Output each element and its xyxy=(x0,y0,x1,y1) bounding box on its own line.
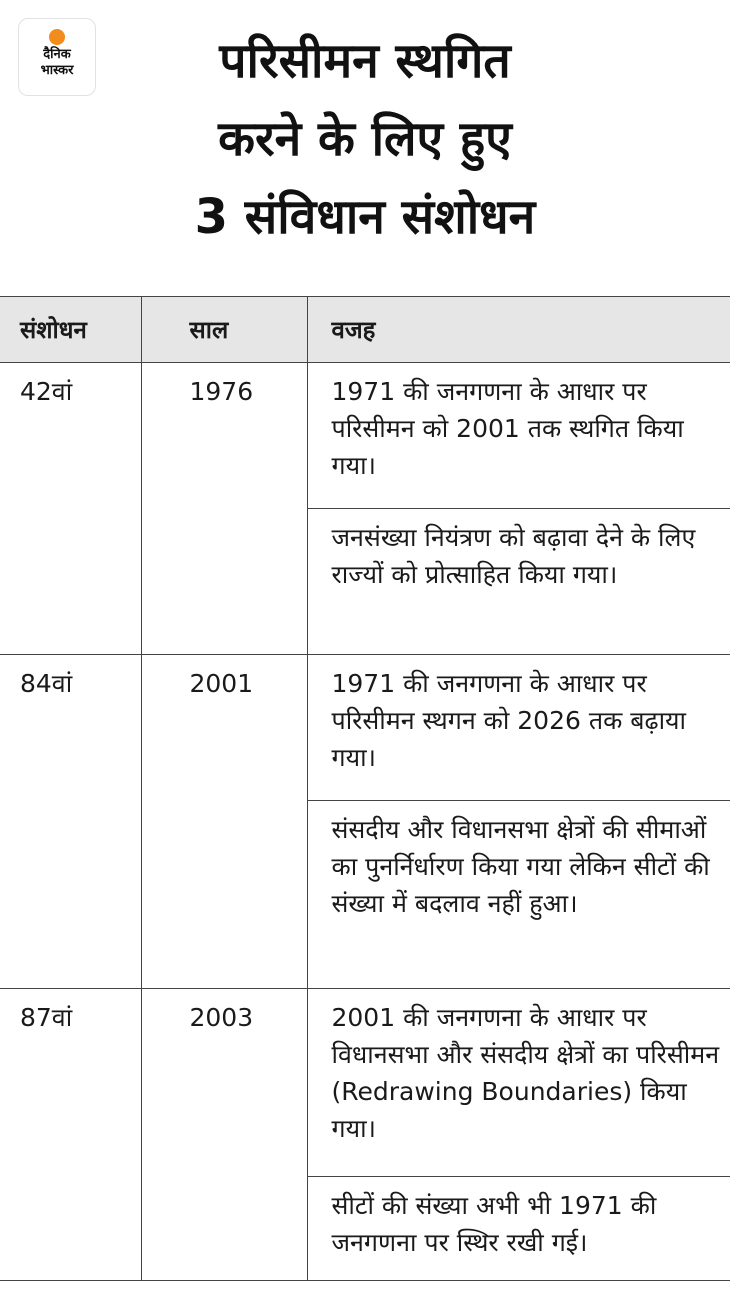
amendment-cell: 87वां xyxy=(0,989,141,1281)
reason-cell: जनसंख्या नियंत्रण को बढ़ावा देने के लिए राज्यों को प्रोत्साहित किया गया। xyxy=(307,509,730,655)
year-cell: 2001 xyxy=(141,655,307,989)
title-line-1: परिसीमन स्थगित xyxy=(219,33,511,89)
amendment-cell: 42वां xyxy=(0,363,141,655)
table-row xyxy=(0,363,730,509)
amendment-cell: 84वां xyxy=(0,655,141,989)
logo-text-line2: भास्कर xyxy=(40,63,74,78)
table-row xyxy=(0,655,730,801)
page-title xyxy=(0,22,730,256)
header-reason: वजह xyxy=(307,297,730,363)
logo-text-line1: दैनिक xyxy=(43,47,71,62)
amendments-table xyxy=(0,296,730,1281)
year-cell: 2003 xyxy=(141,989,307,1281)
title-line-3: 3 संविधान संशोधन xyxy=(194,189,536,245)
header-amendment: संशोधन xyxy=(0,297,141,363)
year-cell: 1976 xyxy=(141,363,307,655)
reason-cell: 1971 की जनगणना के आधार पर परिसीमन स्थगन को 2026 तक बढ़ाया गया। xyxy=(307,655,730,801)
reason-cell: सीटों की संख्या अभी भी 1971 की जनगणना पर स्थिर रखी गई। xyxy=(307,1177,730,1281)
title-line-2: करने के लिए हुए xyxy=(218,111,512,167)
table-row xyxy=(0,989,730,1177)
header-year: साल xyxy=(141,297,307,363)
reason-cell: संसदीय और विधानसभा क्षेत्रों की सीमाओं का पुनर्निर्धारण किया गया लेकिन सीटों की संख्या में बदलाव नहीं हुआ। xyxy=(307,801,730,989)
table-header-row xyxy=(0,297,730,363)
reason-cell: 1971 की जनगणना के आधार पर परिसीमन को 2001 तक स्थगित किया गया। xyxy=(307,363,730,509)
reason-cell: 2001 की जनगणना के आधार पर विधानसभा और संसदीय क्षेत्रों का परिसीमन (Redrawing Boundaries) किया गया। xyxy=(307,989,730,1177)
